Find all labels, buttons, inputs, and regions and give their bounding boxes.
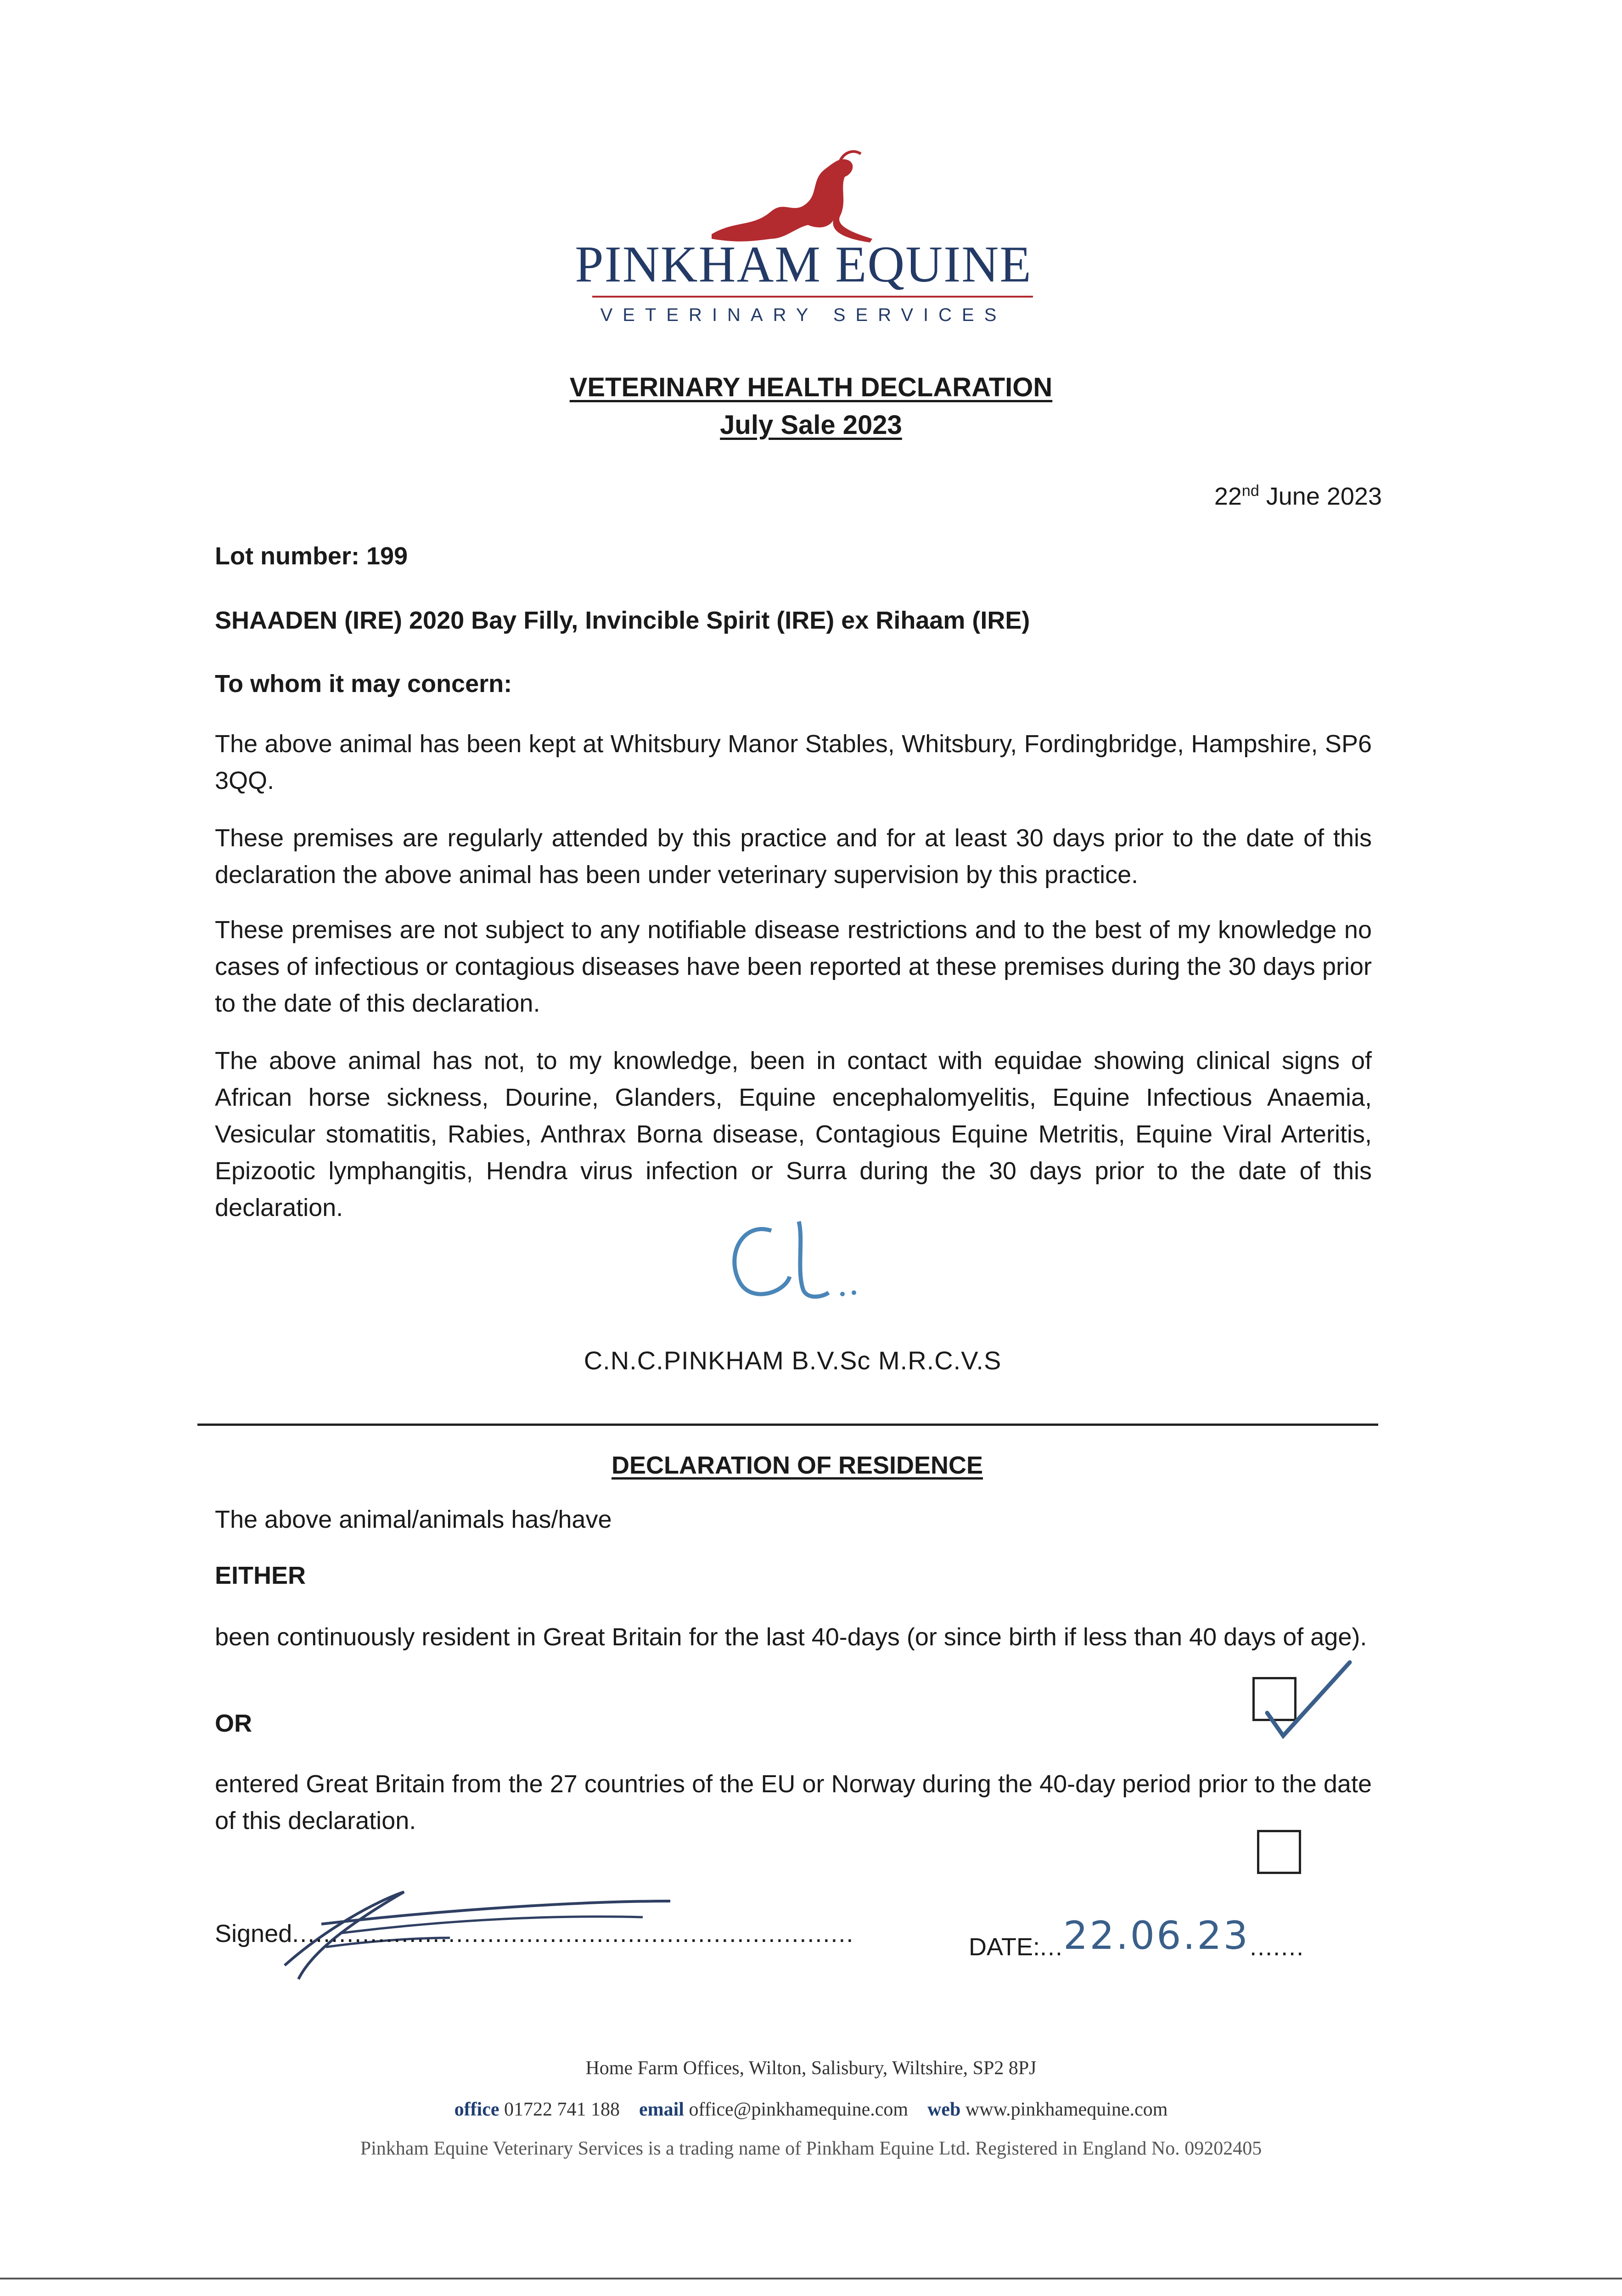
or-label: OR — [215, 1710, 252, 1737]
document-date: 22nd June 2023 — [1214, 482, 1382, 510]
paragraph-premises: The above animal has been kept at Whitsbury Manor Stables, Whitsbury, Fordingbridge, Hampshire, SP6 3QQ. — [215, 730, 1372, 794]
residence-title: DECLARATION OF RESIDENCE — [611, 1452, 983, 1479]
salutation: To whom it may concern: — [215, 670, 512, 698]
check-mark-icon — [1240, 1644, 1359, 1754]
horse-description: SHAADEN (IRE) 2020 Bay Filly, Invincible Spirit (IRE) ex Rihaam (IRE) — [215, 607, 1030, 634]
section-divider — [197, 1424, 1378, 1426]
footer-legal: Pinkham Equine Veterinary Services is a trading name of Pinkham Equine Ltd. Registered in England No. 09202405 — [360, 2138, 1262, 2159]
lot-number: Lot number: 199 — [215, 542, 408, 570]
brand-divider — [592, 296, 1033, 298]
document-title: VETERINARY HEALTH DECLARATION — [569, 372, 1053, 402]
vet-name: C.N.C.PINKHAM B.V.Sc M.R.C.V.S — [584, 1346, 1002, 1375]
paragraph-restrictions: These premises are not subject to any notifiable disease restrictions and to the best of my knowledge no cases of infectious or contagious diseases have been reported at these premises during the 30 days prior to the date of this declaration. — [215, 916, 1372, 1017]
footer-contacts: office 01722 741 188 email office@pinkhamequine.com web www.pinkhamequine.com — [454, 2099, 1168, 2120]
option-one-text: been continuously resident in Great Britain for the last 40-days (or since birth if less than 40 days of age). — [215, 1623, 1367, 1651]
option-two-text: entered Great Britain from the 27 countries of the EU or Norway during the 40-day period prior to the date of this declaration. — [215, 1770, 1372, 1835]
footer-address: Home Farm Offices, Wilton, Salisbury, Wiltshire, SP2 8PJ — [585, 2058, 1037, 2079]
brand-subtitle: VETERINARY SERVICES — [600, 305, 1007, 325]
page-bottom-rule — [0, 2278, 1622, 2279]
vet-signature — [716, 1212, 872, 1318]
date-line: DATE:...22.06.23....... — [969, 1913, 1305, 1961]
signed-line: Signed........................................................................ — [215, 1920, 854, 1947]
brand-name: PINKHAM EQUINE — [575, 236, 1032, 293]
handwritten-date: 22.06.23 — [1063, 1913, 1250, 1958]
paragraph-supervision: These premises are regularly attended by this practice and for at least 30 days prior to the date of this declaration the above animal has been under veterinary supervision by this practice. — [215, 824, 1372, 889]
option-two-checkbox[interactable] — [1257, 1830, 1301, 1874]
document-subtitle: July Sale 2023 — [720, 410, 902, 440]
paragraph-contact: The above animal has not, to my knowledge, been in contact with equidae showing clinical signs of African horse sickness, Dourine, Glanders, Equine encephalomyelitis, Equine Infectious Anaemia, Vesicular stomatitis, Rabies, Anthrax Borna disease, Contagious Equine Metritis, Equine Viral Arteritis, Epizootic lymphangitis, Hendra virus infection or Surra during the 30 days prior to the date of this declaration. — [215, 1047, 1372, 1221]
either-label: EITHER — [215, 1562, 306, 1589]
residence-intro: The above animal/animals has/have — [215, 1506, 612, 1533]
